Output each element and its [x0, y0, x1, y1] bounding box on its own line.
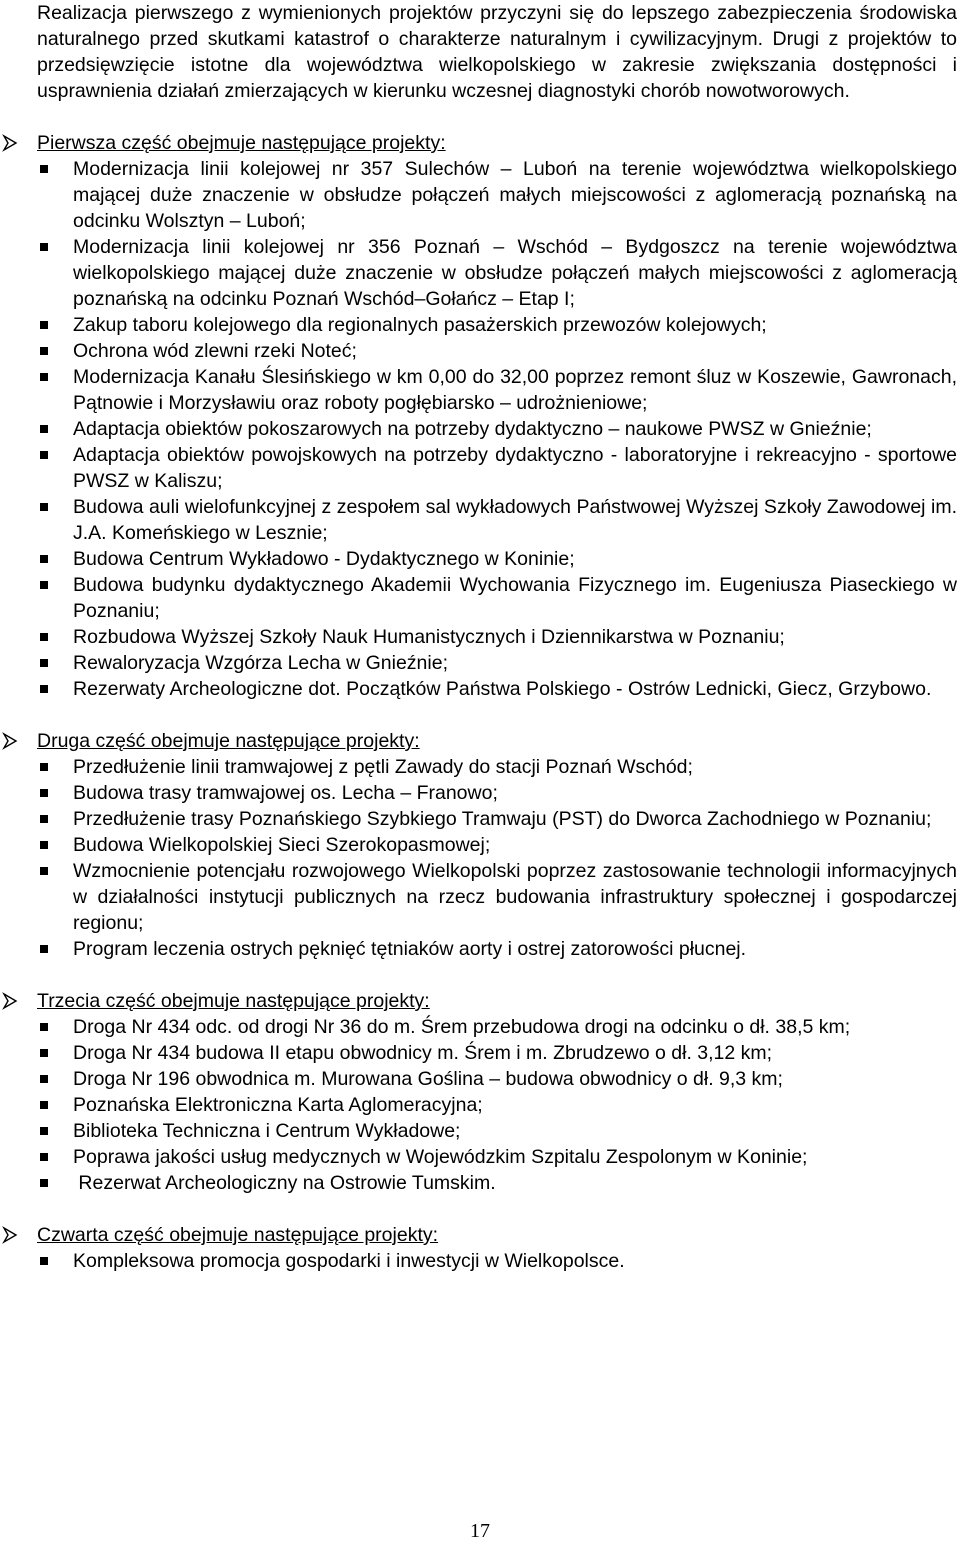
- square-bullet-icon: [40, 763, 48, 771]
- list-item: Droga Nr 434 odc. od drogi Nr 36 do m. Śrem przebudowa drogi na odcinku o dł. 38,5 km;: [73, 1014, 957, 1040]
- list-item: Droga Nr 434 budowa II etapu obwodnicy m. Śrem i m. Zbrudzewo o dł. 3,12 km;: [73, 1040, 957, 1066]
- list-item: Modernizacja linii kolejowej nr 356 Poznań – Wschód – Bydgoszcz na terenie województwa wielkopolskiego mającej duże znaczenie w obsłudze połączeń małych miejscowości z aglomeracją poznańską na odcinku Poznań Wschód–Gołańcz – Etap I;: [73, 234, 957, 312]
- list-item: Modernizacja Kanału Ślesińskiego w km 0,00 do 32,00 poprzez remont śluz w Koszewie, Gawronach, Pątnowie i Morzysławiu oraz roboty pogłębiarsko – udrożnieniowe;: [73, 364, 957, 416]
- square-bullet-icon: [40, 1179, 48, 1187]
- list-item: Adaptacja obiektów pokoszarowych na potrzeby dydaktyczno – naukowe PWSZ w Gnieźnie;: [73, 416, 957, 442]
- square-bullet-icon: [40, 503, 48, 511]
- list-item: Rozbudowa Wyższej Szkoły Nauk Humanistycznych i Dziennikarstwa w Poznaniu;: [73, 624, 957, 650]
- square-bullet-icon: [40, 347, 48, 355]
- square-bullet-icon: [40, 321, 48, 329]
- list-item: Poznańska Elektroniczna Karta Aglomeracyjna;: [73, 1092, 957, 1118]
- square-bullet-icon: [40, 373, 48, 381]
- list-item: Wzmocnienie potencjału rozwojowego Wielkopolski poprzez zastosowanie technologii informacyjnych w działalności instytucji publicznych na rzecz budowania infrastruktury społecznej i gospodarczej regionu;: [73, 858, 957, 936]
- list-item: Budowa auli wielofunkcyjnej z zespołem sal wykładowych Państwowej Wyższej Szkoły Zawodowej im. J.A. Komeńskiego w Lesznie;: [73, 494, 957, 546]
- square-bullet-icon: [40, 945, 48, 953]
- project-list: [37, 754, 957, 962]
- section-title: Trzecia część obejmuje następujące projekty:: [37, 990, 430, 1012]
- list-item: Przedłużenie trasy Poznańskiego Szybkiego Tramwaju (PST) do Dworca Zachodniego w Poznaniu;: [73, 806, 957, 832]
- list-item: Budowa Centrum Wykładowo - Dydaktycznego w Koninie;: [73, 546, 957, 572]
- arrowhead-bullet-icon: [2, 1222, 18, 1248]
- spacer: [37, 962, 957, 988]
- square-bullet-icon: [40, 1101, 48, 1109]
- square-bullet-icon: [40, 165, 48, 173]
- document-page: [37, 0, 957, 1274]
- list-item: Budowa budynku dydaktycznego Akademii Wychowania Fizycznego im. Eugeniusza Piaseckiego w Poznaniu;: [73, 572, 957, 624]
- list-item: Budowa Wielkopolskiej Sieci Szerokopasmowej;: [73, 832, 957, 858]
- square-bullet-icon: [40, 841, 48, 849]
- section-heading: [37, 130, 957, 156]
- square-bullet-icon: [40, 685, 48, 693]
- square-bullet-icon: [40, 659, 48, 667]
- section-title: Pierwsza część obejmuje następujące projekty:: [37, 132, 446, 154]
- square-bullet-icon: [40, 425, 48, 433]
- project-list: [37, 156, 957, 702]
- list-item: Ochrona wód zlewni rzeki Noteć;: [73, 338, 957, 364]
- arrowhead-bullet-icon: [2, 988, 18, 1014]
- list-item: Rewaloryzacja Wzgórza Lecha w Gnieźnie;: [73, 650, 957, 676]
- square-bullet-icon: [40, 451, 48, 459]
- square-bullet-icon: [40, 1023, 48, 1031]
- section-title: Czwarta część obejmuje następujące projekty:: [37, 1224, 439, 1246]
- arrowhead-bullet-icon: [2, 130, 18, 156]
- square-bullet-icon: [40, 243, 48, 251]
- list-item: Zakup taboru kolejowego dla regionalnych pasażerskich przewozów kolejowych;: [73, 312, 957, 338]
- list-item: Poprawa jakości usług medycznych w Wojewódzkim Szpitalu Zespolonym w Koninie;: [73, 1144, 957, 1170]
- list-item: Rezerwaty Archeologiczne dot. Początków Państwa Polskiego - Ostrów Lednicki, Giecz, Grzybowo.: [73, 676, 957, 702]
- list-item: Droga Nr 196 obwodnica m. Murowana Goślina – budowa obwodnicy o dł. 9,3 km;: [73, 1066, 957, 1092]
- spacer: [37, 1196, 957, 1222]
- arrowhead-bullet-icon: [2, 728, 18, 754]
- square-bullet-icon: [40, 1153, 48, 1161]
- section-2: [37, 728, 957, 962]
- list-item: Budowa trasy tramwajowej os. Lecha – Franowo;: [73, 780, 957, 806]
- list-item: Modernizacja linii kolejowej nr 357 Sulechów – Luboń na terenie województwa wielkopolskiego mającej duże znaczenie w obsłudze połączeń małych miejscowości z aglomeracją poznańską na odcinku Wolsztyn – Luboń;: [73, 156, 957, 234]
- square-bullet-icon: [40, 789, 48, 797]
- section-1: [37, 130, 957, 702]
- square-bullet-icon: [40, 1127, 48, 1135]
- section-heading: [37, 988, 957, 1014]
- project-list: [37, 1014, 957, 1196]
- page-number: 17: [470, 1520, 490, 1542]
- list-item: Rezerwat Archeologiczny na Ostrowie Tumskim.: [73, 1170, 957, 1196]
- square-bullet-icon: [40, 1257, 48, 1265]
- section-3: [37, 988, 957, 1196]
- list-item: Biblioteka Techniczna i Centrum Wykładowe;: [73, 1118, 957, 1144]
- project-list: [37, 1248, 957, 1274]
- square-bullet-icon: [40, 867, 48, 875]
- square-bullet-icon: [40, 815, 48, 823]
- section-title: Druga część obejmuje następujące projekty:: [37, 730, 420, 752]
- square-bullet-icon: [40, 555, 48, 563]
- square-bullet-icon: [40, 1049, 48, 1057]
- section-heading: [37, 728, 957, 754]
- list-item: Program leczenia ostrych pęknięć tętniaków aorty i ostrej zatorowości płucnej.: [73, 936, 957, 962]
- spacer: [37, 702, 957, 728]
- list-item: Kompleksowa promocja gospodarki i inwestycji w Wielkopolsce.: [73, 1248, 957, 1274]
- section-heading: [37, 1222, 957, 1248]
- spacer: [37, 104, 957, 130]
- square-bullet-icon: [40, 633, 48, 641]
- square-bullet-icon: [40, 581, 48, 589]
- list-item: Przedłużenie linii tramwajowej z pętli Zawady do stacji Poznań Wschód;: [73, 754, 957, 780]
- intro-paragraph: Realizacja pierwszego z wymienionych projektów przyczyni się do lepszego zabezpieczenia środowiska naturalnego przed skutkami katastrof o charakterze naturalnym i cywilizacyjnym. Drugi z projektów to przedsięwzięcie istotne dla województwa wielkopolskiego w zakresie zwiększania dostępności i usprawnienia działań zmierzających w kierunku wczesnej diagnostyki chorób nowotworowych.: [37, 2, 957, 102]
- list-item: Adaptacja obiektów powojskowych na potrzeby dydaktyczno - laboratoryjne i rekreacyjno - sportowe PWSZ w Kaliszu;: [73, 442, 957, 494]
- section-4: [37, 1222, 957, 1274]
- square-bullet-icon: [40, 1075, 48, 1083]
